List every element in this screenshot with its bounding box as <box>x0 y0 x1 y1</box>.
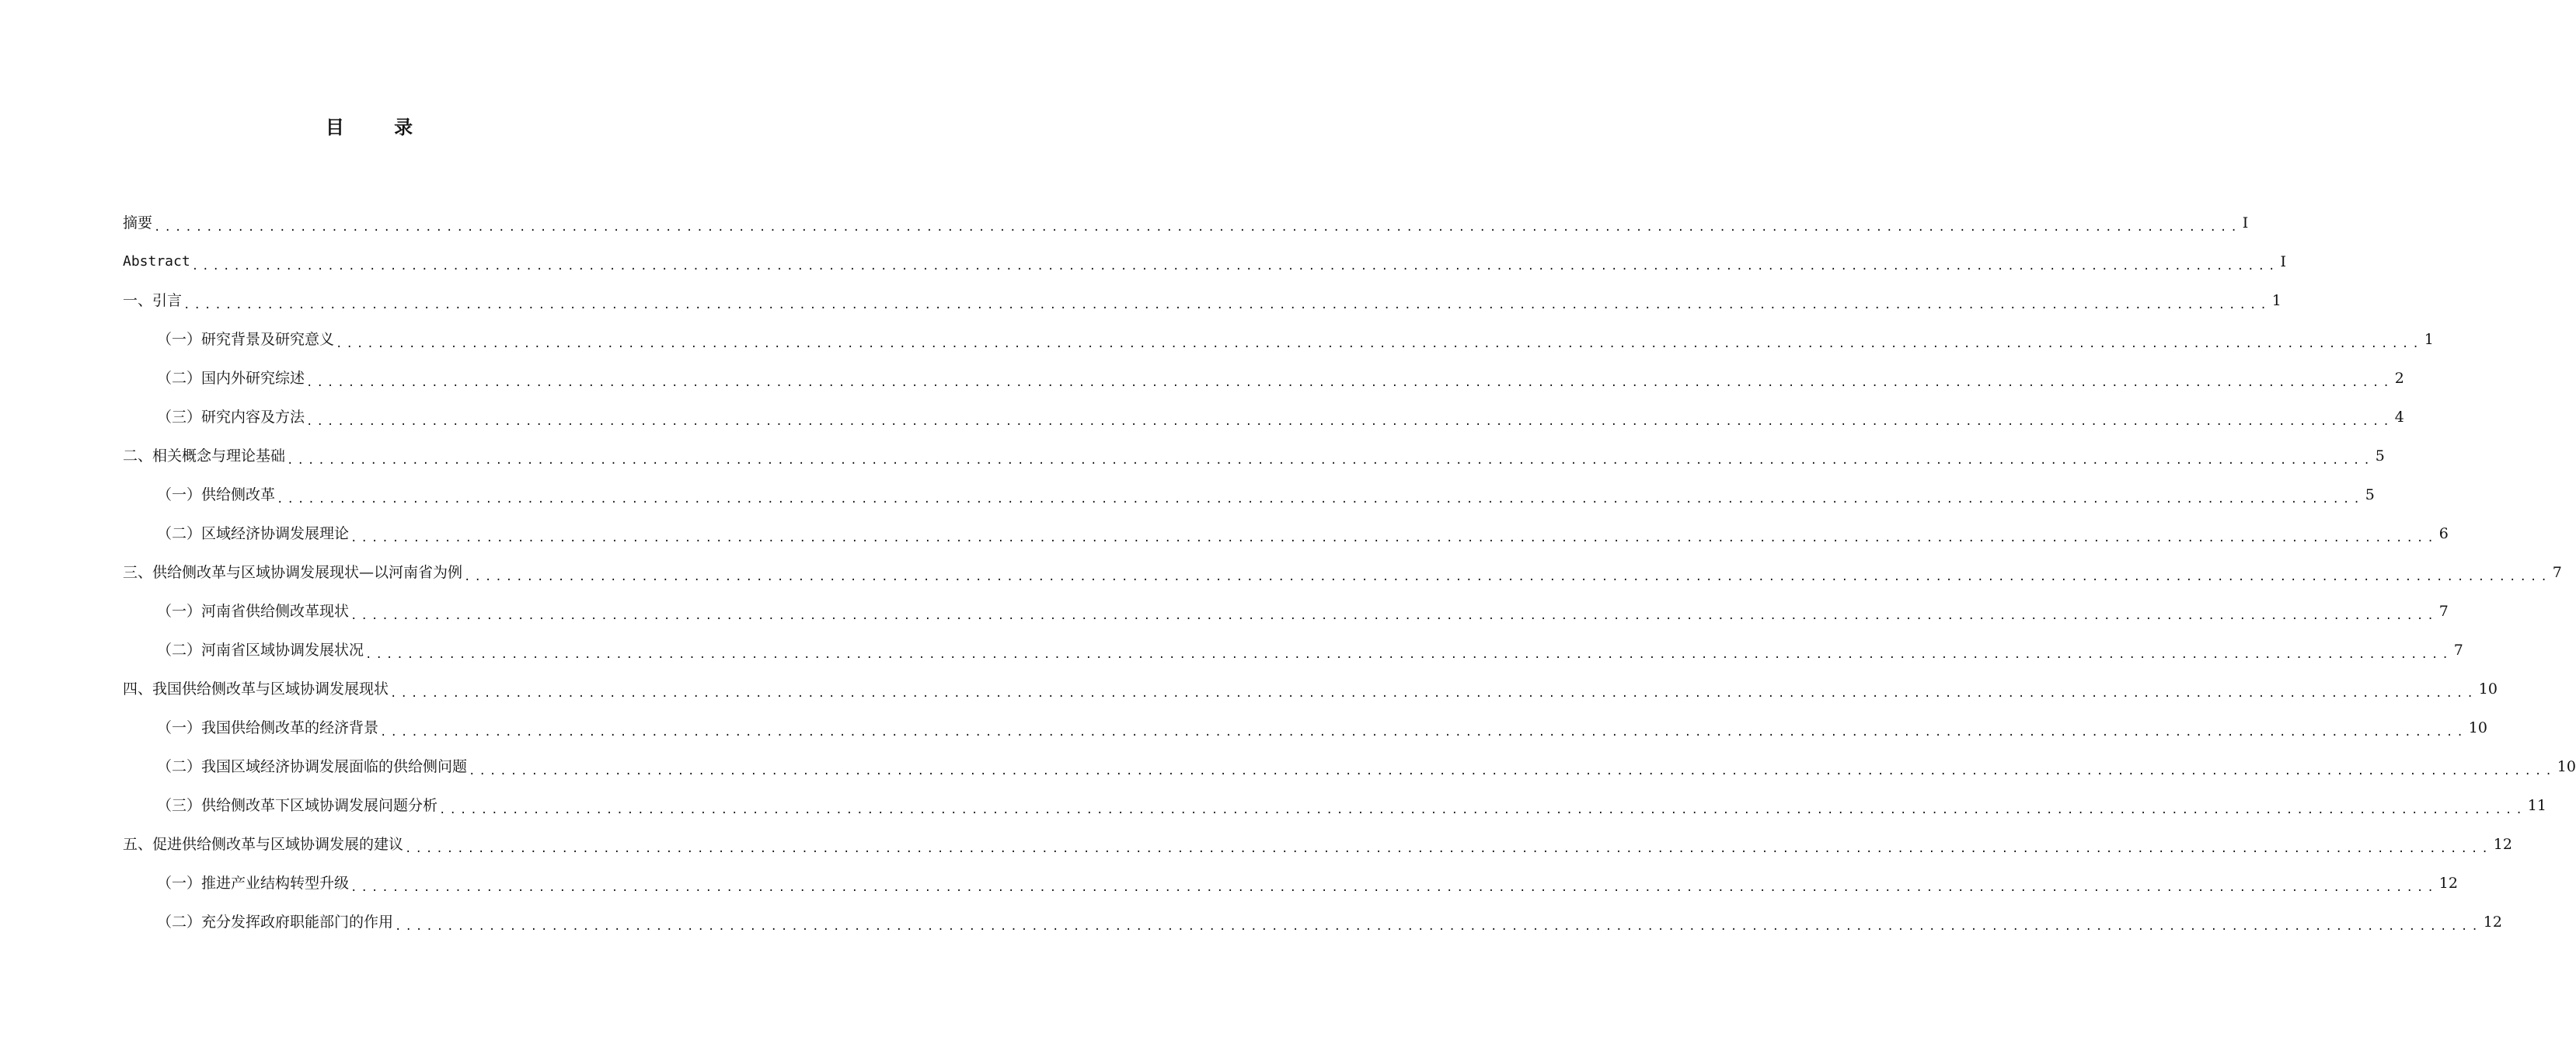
toc-entry-page-number: 10 <box>2478 680 2498 698</box>
toc-entry-label: （一）河南省供给侧改革现状 <box>157 603 350 620</box>
toc-entry-label: （一）我国供给侧改革的经济背景 <box>157 719 379 736</box>
toc-entry[interactable] <box>123 631 2463 670</box>
dot-leader: ........................................................................................................................................................................................................ <box>469 765 2556 778</box>
toc-entry-page-number: 10 <box>2468 719 2487 736</box>
toc-entry[interactable] <box>123 437 2385 475</box>
toc-entry[interactable] <box>123 747 2576 786</box>
toc-entry-page-number: 7 <box>2552 564 2562 581</box>
dot-leader: ........................................................................................................................................................................................................ <box>154 221 2241 234</box>
toc-entry-label: （二）充分发挥政府职能部门的作用 <box>157 914 394 931</box>
dot-leader: ........................................................................................................................................................................................................ <box>350 610 2438 622</box>
dot-leader: ........................................................................................................................................................................................................ <box>277 493 2364 506</box>
toc-entry-page-number: 11 <box>2527 797 2546 814</box>
toc-entry-label: 摘要 <box>123 214 153 231</box>
dot-leader: ........................................................................................................................................................................................................ <box>183 299 2271 311</box>
toc-entry-label: 二、相关概念与理论基础 <box>123 447 286 465</box>
toc-entry-page-number: 5 <box>2365 486 2375 503</box>
toc-entry-label: 三、供给侧改革与区域协调发展现状—以河南省为例 <box>123 564 463 581</box>
toc-entry-page-number: 12 <box>2438 875 2458 892</box>
toc-entry-label: （一）推进产业结构转型升级 <box>157 875 350 892</box>
dot-leader: ........................................................................................................................................................................................................ <box>191 260 2279 273</box>
toc-entry[interactable] <box>123 786 2546 825</box>
toc-entry-page-number: 12 <box>2483 914 2502 931</box>
toc-entry-page-number: 1 <box>2271 292 2281 309</box>
dot-leader: ........................................................................................................................................................................................................ <box>350 532 2438 545</box>
dot-leader: ........................................................................................................................................................................................................ <box>287 454 2374 467</box>
dot-leader: ........................................................................................................................................................................................................ <box>464 571 2551 583</box>
dot-leader: ........................................................................................................................................................................................................ <box>380 726 2467 739</box>
toc-entry-label: （二）我国区域经济协调发展面临的供给侧问题 <box>157 758 468 775</box>
toc-entry-page-number: I <box>2280 253 2286 270</box>
dot-leader: ........................................................................................................................................................................................................ <box>439 804 2526 816</box>
toc-entry-page-number: 12 <box>2493 836 2512 853</box>
toc-entry[interactable] <box>123 359 2404 398</box>
toc-entry-page-number: 2 <box>2394 370 2404 387</box>
toc-entry-page-number: 6 <box>2438 525 2449 542</box>
toc-entry[interactable] <box>123 825 2512 864</box>
dot-leader: ........................................................................................................................................................................................................ <box>390 687 2477 700</box>
toc-entry-label: 五、促进供给侧改革与区域协调发展的建议 <box>123 836 404 853</box>
toc-entry-label: （二）河南省区域协调发展状况 <box>157 642 364 659</box>
toc-entry-page-number: I <box>2242 214 2249 231</box>
toc-entry-label: （一）研究背景及研究意义 <box>157 331 335 348</box>
toc-entry-label: （三）供给侧改革下区域协调发展问题分析 <box>157 797 438 814</box>
toc-entry-label: （一）供给侧改革 <box>157 486 276 503</box>
toc-entry-label: （二）国内外研究综述 <box>157 370 305 387</box>
toc-entry[interactable] <box>123 281 2281 320</box>
toc-entry-page-number: 5 <box>2375 447 2385 465</box>
toc-entry[interactable] <box>123 553 2562 592</box>
toc-entry[interactable] <box>123 670 2498 708</box>
toc-entry[interactable] <box>123 320 2434 359</box>
toc-entry-page-number: 4 <box>2394 409 2404 426</box>
dot-leader: ........................................................................................................................................................................................................ <box>395 920 2482 933</box>
toc-entry-label: （三）研究内容及方法 <box>157 409 305 426</box>
toc-entry[interactable] <box>123 398 2404 437</box>
toc-entry-page-number: 7 <box>2438 603 2449 620</box>
toc-entry[interactable] <box>123 514 2449 553</box>
dot-leader: ........................................................................................................................................................................................................ <box>336 338 2423 350</box>
toc-entry[interactable] <box>123 204 2249 242</box>
toc-entry-page-number: 7 <box>2453 642 2463 659</box>
dot-leader: ........................................................................................................................................................................................................ <box>365 649 2452 661</box>
toc-entry-page-number: 10 <box>2557 758 2576 775</box>
toc-entry-label: 四、我国供给侧改革与区域协调发展现状 <box>123 680 389 698</box>
dot-leader: ........................................................................................................................................................................................................ <box>306 377 2393 389</box>
toc-entry[interactable] <box>123 592 2449 631</box>
page-title: 目 录 <box>325 116 435 138</box>
table-of-contents <box>123 204 2576 941</box>
toc-entry-page-number: 1 <box>2424 331 2434 348</box>
toc-entry[interactable] <box>123 708 2487 747</box>
toc-entry-label: 一、引言 <box>123 292 183 309</box>
dot-leader: ........................................................................................................................................................................................................ <box>350 882 2438 894</box>
toc-entry[interactable] <box>123 475 2375 514</box>
toc-entry[interactable] <box>123 903 2502 941</box>
toc-entry-label: Abstract <box>123 253 190 270</box>
toc-entry[interactable] <box>123 864 2458 903</box>
dot-leader: ........................................................................................................................................................................................................ <box>405 843 2492 855</box>
toc-entry[interactable] <box>123 242 2286 281</box>
dot-leader: ........................................................................................................................................................................................................ <box>306 416 2393 428</box>
toc-entry-label: （二）区域经济协调发展理论 <box>157 525 350 542</box>
